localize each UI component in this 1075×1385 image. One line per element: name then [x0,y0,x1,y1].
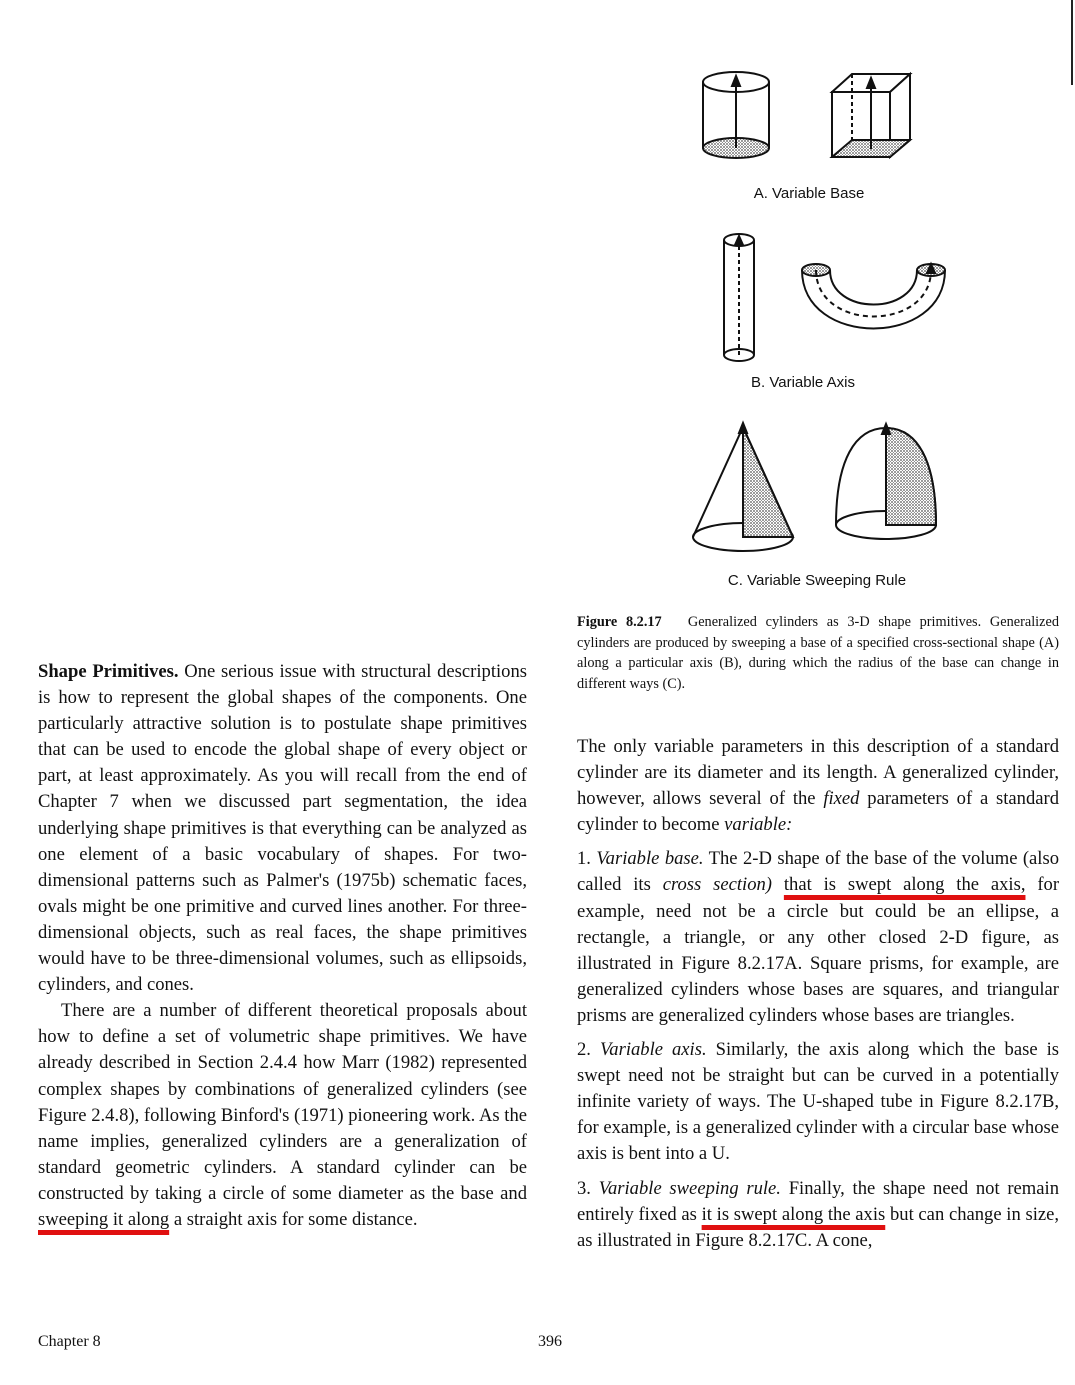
highlight-sweeping-it-along: sweeping it along [38,1208,170,1230]
item-2-term: Variable axis. [599,1039,707,1061]
item-1-number: 1. [577,848,591,870]
paragraph-2-end: a straight axis for some distance. [173,1208,418,1230]
paragraph-1-text: One serious issue with structural descriptions is how to represent the global shapes of the components. One particularly attractive solution is to postulate shape primitives that can be used to encode the global shape of every object or part, at least approximately. As you will recall from the end of Chapter 7 when we discussed part segmentation, the idea underlying shape primitives is that everything can be analyzed as one element of a basic vocabulary of shapes. For two-dimensional patterns such as Palmer's (1975b) schematic faces, ovals might be one primitive and curved lines another. For three-dimensional objects, such as real faces, the shape primitives would have to be three-dimensional volumes, such as ellipsoids, cylinders, and cones. [38,661,527,996]
panel-c-label: C. Variable Sweeping Rule [727,572,907,589]
cylinder-shape [703,72,769,158]
right-column [577,734,1059,1254]
u-tube-shape [802,264,945,329]
panel-b-label: B. Variable Axis [751,374,855,391]
paragraph-2 [38,998,527,1233]
list-item-variable-base [577,846,1059,1029]
intro-variable: variable: [724,814,793,836]
item-2-number: 2. [577,1039,591,1061]
item-1-text-a: The 2-D shape of the base of the volume (also called its [577,848,1060,896]
paragraph-shape-primitives [38,659,527,998]
intro-text-a: The only variable parameters in this description of a standard cylinder are its diameter and its length. A generalized cylinder, however, allows several of the [577,736,1059,810]
figure-caption-title: Figure 8.2.17 [577,614,662,630]
item-1-text-b: for example, need not be a circle but could be an ellipse, a rectangle, a triangle, or any other closed 2-D figure, as illustrated in Figure 8.2.17A. Square prisms, for example, are generalized cylinders whose bases are squares, and triangular prisms are generalized cylinders whose bases are triangles. [577,874,1060,1026]
panel-a-label: A. Variable Base [753,185,865,202]
footer-chapter: Chapter 8 [38,1333,101,1350]
left-column [38,659,527,1233]
figure-caption-text: Generalized cylinders as 3-D shape primitives. Generalized cylinders are produced by sweeping a base of a specified cross-sectional shape (A) along a particular axis (B), during which the radius of the base can change in different ways (C). [577,614,1059,692]
item-3-text-b: but can change in size, as illustrated in Figure 8.2.17C. A cone, [577,1203,1060,1251]
list-item-variable-axis [577,1037,1059,1167]
paragraph-2-text: There are a number of different theoretical proposals about how to define a set of volumetric shape primitives. We have already described in Section 2.4.4 how Marr (1982) represented complex shapes by combinations of generalized cylinders (see Figure 2.4.8), following Binford's (1971) pioneering work. As the name implies, generalized cylinders are a generalization of standard geometric cylinders. A standard cylinder can be constructed by taking a circle of some diameter as the base and [38,1000,527,1204]
footer-page-number: 396 [538,1333,562,1350]
cube-shape [832,74,910,157]
item-3-term: Variable sweeping rule. [598,1177,781,1199]
bullet-shape [836,424,936,539]
item-3-number: 3. [577,1177,591,1199]
item-1-cross-section: cross section) [662,874,772,896]
figure-panel-a [690,62,950,172]
paragraph-intro [577,734,1059,838]
intro-text-b: parameters of a standard cylinder to become [577,788,1059,836]
page-edge-line [1071,0,1073,85]
figure-panel-c [690,420,950,555]
figure-panel-b [690,228,950,368]
item-2-text: Similarly, the axis along which the base is swept need not be straight but can be curved in a potentially infinite variety of ways. The U-shaped tube in Figure 8.2.17B, for example, is a generalized cylinder with a circular base whose axis is bent into a U. [577,1039,1060,1165]
item-3-text-a: Finally, the shape need not remain entirely fixed as [577,1177,1059,1225]
intro-fixed: fixed [823,788,860,810]
thin-cylinder-shape [724,234,754,361]
section-heading: Shape Primitives. [38,661,179,682]
cone-shape [693,423,793,551]
highlight-swept-along-the-axis: that is swept along the axis, [783,874,1026,896]
highlight-it-is-swept-along-the-axis: it is swept along the axis [701,1203,886,1225]
item-1-term: Variable base. [596,848,704,870]
list-item-variable-sweeping-rule [577,1176,1059,1254]
figure-caption [577,612,1059,694]
